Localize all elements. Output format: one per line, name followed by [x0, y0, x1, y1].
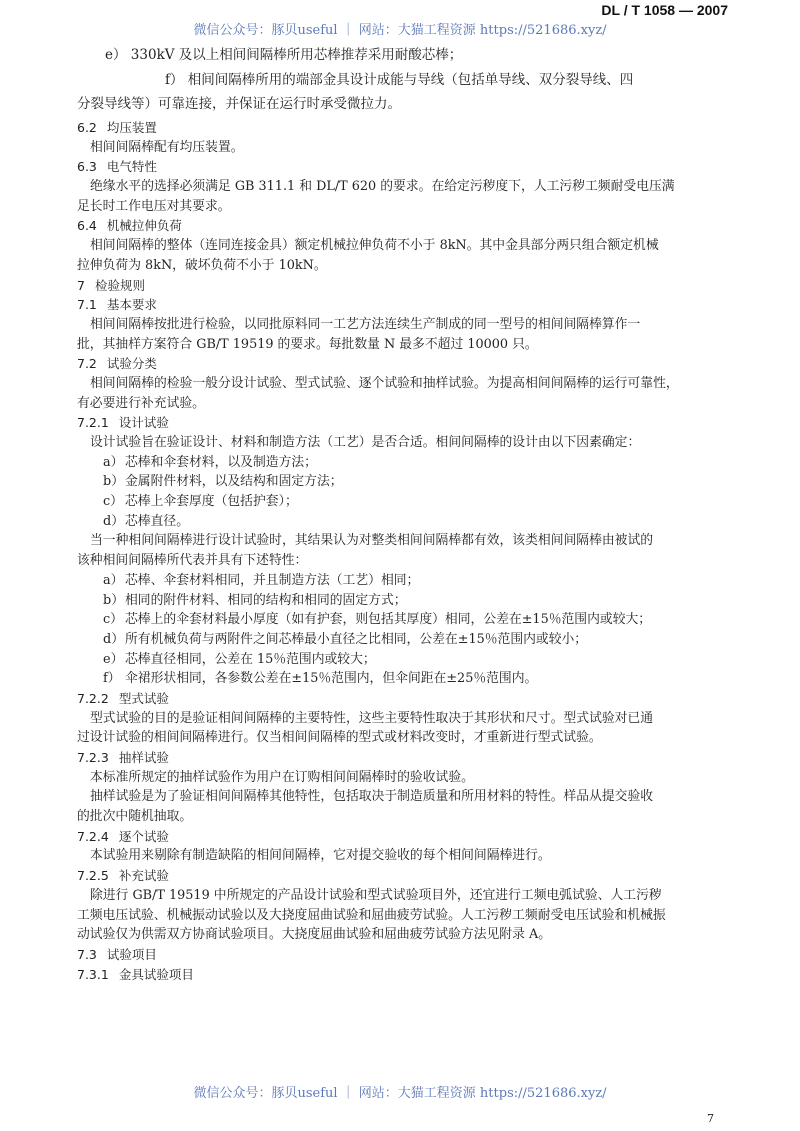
section-heading	[77, 276, 727, 296]
section-title: 机械拉伸负荷	[106, 218, 182, 234]
page-number: 7	[707, 1112, 714, 1125]
paragraph-line	[77, 906, 727, 926]
paragraph-line	[77, 886, 727, 906]
list-marker: e）	[105, 47, 127, 63]
section-number: 7.2.1	[77, 415, 109, 431]
paragraph-text: 除进行 GB/T 19519 中所规定的产品设计试验和型式试验项目外，还宜进行工频电弧试验、人工污秽	[90, 887, 662, 903]
section-number: 7.2.4	[77, 828, 109, 844]
list-item	[77, 591, 727, 611]
list-marker: a）	[103, 454, 124, 470]
paragraph-line	[77, 768, 727, 788]
paragraph-line	[77, 197, 727, 217]
paragraph-text: 拉伸负荷为 8kN，破坏负荷不小于 10kN。	[77, 257, 327, 273]
document-body	[77, 118, 727, 984]
paragraph-text: 绝缘水平的选择必须满足 GB 311.1 和 DL/T 620 的要求。在给定污秽度下，人工污秽工频耐受电压满	[90, 179, 675, 195]
section-heading	[77, 295, 727, 315]
paragraph-text: 设计试验旨在验证设计、材料和制造方法（工艺）是否合适。相间间隔棒的设计由以下因素确定：	[90, 435, 641, 450]
list-text: 金属附件材料，以及结构和固定方法；	[125, 474, 343, 490]
watermark-top: 微信公众号：豚贝useful ｜ 网站：大猫工程资源 https://521686.xyz/	[193, 23, 607, 38]
list-text: 芯棒上的伞套材料最小厚度（如有护套，则包括其厚度）相同，公差在±15％范围内或较大；	[125, 612, 652, 628]
list-marker: c）	[103, 612, 123, 628]
list-item	[77, 492, 727, 512]
list-marker: d）	[103, 631, 124, 647]
section-number: 7.1	[77, 297, 97, 313]
section-title: 检验规则	[94, 277, 145, 293]
paragraph-text: 相间间隔棒的检验一般分设计试验、型式试验、逐个试验和抽样试验。为提高相间间隔棒的运行可靠性，	[90, 375, 679, 391]
list-marker: f）	[103, 671, 121, 687]
paragraph-text: 相间间隔棒的整体（连同连接金具）额定机械拉伸负荷不小于 8kN。其中金具部分两只组合额定机械	[90, 238, 659, 254]
list-marker: e）	[103, 651, 124, 667]
section-number: 6.4	[77, 218, 97, 234]
list-item	[77, 610, 727, 630]
paragraph-text: 的批次中随机抽取。	[77, 809, 193, 825]
section-heading	[77, 748, 727, 768]
paragraph-text: 工频电压试验、机械振动试验以及大挠度屈曲试验和屈曲疲劳试验。人工污秽工频耐受电压试验和机械振	[77, 907, 666, 923]
paragraph-text: 该种相间间隔棒所代表并具有下述特性：	[77, 553, 308, 569]
paragraph-text: 相间间隔棒按批进行检验，以同批原料同一工艺方法连续生产制成的同一型号的相间间隔棒算作一	[90, 316, 641, 332]
list-text: 芯棒直径。	[125, 513, 189, 529]
section-title: 均压装置	[106, 120, 157, 135]
section-title: 电气特性	[106, 159, 157, 175]
list-item-e	[77, 43, 753, 63]
paragraph-text: 当一种相间间隔棒进行设计试验时，其结果认为对整类相间间隔棒都有效，该类相间间隔棒由被试的	[90, 533, 654, 549]
paragraph-line	[77, 138, 727, 158]
paragraph-line	[77, 256, 727, 276]
paragraph-text: 抽样试验是为了验证相间间隔棒其他特性，包括取决于制造质量和所用材料的特性。样品从提交验收	[90, 789, 654, 805]
paragraph-text: 有必要进行补充试验。	[77, 395, 205, 411]
section-title: 试验分类	[106, 356, 157, 372]
section-title: 补充试验	[118, 868, 169, 884]
list-marker: b）	[103, 474, 124, 490]
paragraph-line	[77, 531, 727, 551]
paragraph-line	[77, 315, 727, 335]
paragraph-text: 足长时工作电压对其要求。	[77, 198, 231, 214]
paragraph-text: 过设计试验的相间间隔棒进行。仅当相间间隔棒的型式或材料改变时，才重新进行型式试验。	[77, 730, 602, 746]
list-item	[77, 571, 727, 591]
list-text: 分裂导线等）可靠连接，并保证在运行时承受微拉力。	[77, 96, 401, 112]
section-heading	[77, 354, 727, 374]
list-item	[77, 512, 727, 532]
list-text: 所有机械负荷与两附件之间芯棒最小直径之比相同，公差在±15％范围内或较小；	[125, 631, 588, 647]
paragraph-line	[77, 236, 727, 256]
section-number: 7.2.5	[77, 868, 109, 884]
watermark-bottom: 微信公众号：豚贝useful ｜ 网站：大猫工程资源 https://521686.xyz/	[193, 1086, 607, 1101]
section-title: 试验项目	[106, 946, 157, 962]
section-title: 设计试验	[118, 415, 169, 431]
paragraph-text: 相间间隔棒配有均压装置。	[90, 139, 244, 155]
list-marker: a）	[103, 572, 124, 588]
section-heading	[77, 157, 727, 177]
section-number: 7.2.2	[77, 690, 109, 706]
section-number: 7.2.3	[77, 750, 109, 765]
list-text: 芯棒和伞套材料，以及制造方法；	[125, 454, 317, 470]
section-number: 7.2	[77, 356, 97, 372]
section-heading	[77, 216, 727, 236]
paragraph-line	[77, 807, 727, 827]
section-number: 7.3	[77, 946, 97, 962]
list-item	[77, 453, 727, 473]
list-text: 330kV 及以上相间间隔棒所用芯棒推荐采用耐酸芯棒；	[130, 47, 463, 63]
paragraph-line	[77, 728, 727, 748]
list-item	[77, 472, 727, 492]
paragraph-line	[77, 925, 727, 945]
section-title: 逐个试验	[118, 828, 169, 844]
list-text: 伞裙形状相同，各参数公差在±15％范围内，但伞间距在±25％范围内。	[125, 671, 538, 687]
list-item	[77, 669, 727, 689]
list-text: 芯棒直径相同，公差在 15％范围内或较大；	[125, 651, 376, 667]
section-number: 6.2	[77, 120, 97, 135]
section-heading	[77, 945, 727, 965]
paragraph-line	[77, 374, 727, 394]
list-item-f-continuation	[77, 92, 725, 112]
paragraph-line	[77, 846, 727, 866]
list-marker: c）	[103, 494, 123, 510]
list-marker: b）	[103, 592, 124, 608]
paragraph-line	[77, 177, 727, 197]
section-heading	[77, 827, 727, 847]
list-item	[77, 650, 727, 670]
paragraph-line	[77, 551, 727, 571]
section-heading	[77, 689, 727, 709]
paragraph-line	[77, 709, 727, 729]
section-title: 型式试验	[118, 690, 169, 706]
list-text: 芯棒、伞套材料相同，并且制造方法（工艺）相同；	[125, 572, 420, 588]
paragraph-line	[77, 394, 727, 414]
section-number: 7	[77, 277, 85, 293]
section-heading	[77, 965, 727, 985]
paragraph-text: 本试验用来剔除有制造缺陷的相间间隔棒，它对提交验收的每个相间间隔棒进行。	[90, 848, 551, 864]
section-heading	[77, 118, 727, 138]
paragraph-line	[77, 433, 727, 453]
list-marker: d）	[103, 513, 124, 529]
list-item	[77, 630, 727, 650]
section-title: 抽样试验	[118, 750, 169, 765]
paragraph-text: 批，其抽样方案符合 GB/T 19519 的要求。每批数量 N 最多不超过 10000 只。	[77, 336, 538, 352]
paragraph-line	[77, 787, 727, 807]
section-number: 6.3	[77, 159, 97, 175]
list-text: 相同的附件材料、相同的结构和相同的固定方式；	[125, 592, 407, 608]
paragraph-line	[77, 335, 727, 355]
section-title: 金具试验项目	[118, 966, 194, 982]
list-text: 芯棒上伞套厚度（包括护套）；	[125, 494, 298, 510]
paragraph-text: 动试验仅为供需双方协商试验项目。大挠度屈曲试验和屈曲疲劳试验方法见附录 A。	[77, 927, 551, 943]
list-item-f	[77, 68, 753, 88]
list-text: 相间间隔棒所用的端部金具设计成能与导线（包括单导线、双分裂导线、四	[187, 72, 634, 88]
paragraph-text: 本标准所规定的抽样试验作为用户在订购相间间隔棒时的验收试验。	[90, 769, 474, 785]
section-heading	[77, 866, 727, 886]
paragraph-text: 型式试验的目的是验证相间间隔棒的主要特性，这些主要特性取决于其形状和尺寸。型式试验对已通	[90, 710, 654, 726]
section-title: 基本要求	[106, 297, 157, 313]
document-code: DL / T 1058 — 2007	[601, 2, 728, 18]
list-marker: f）	[165, 72, 184, 88]
section-heading	[77, 413, 727, 433]
section-number: 7.3.1	[77, 966, 109, 982]
